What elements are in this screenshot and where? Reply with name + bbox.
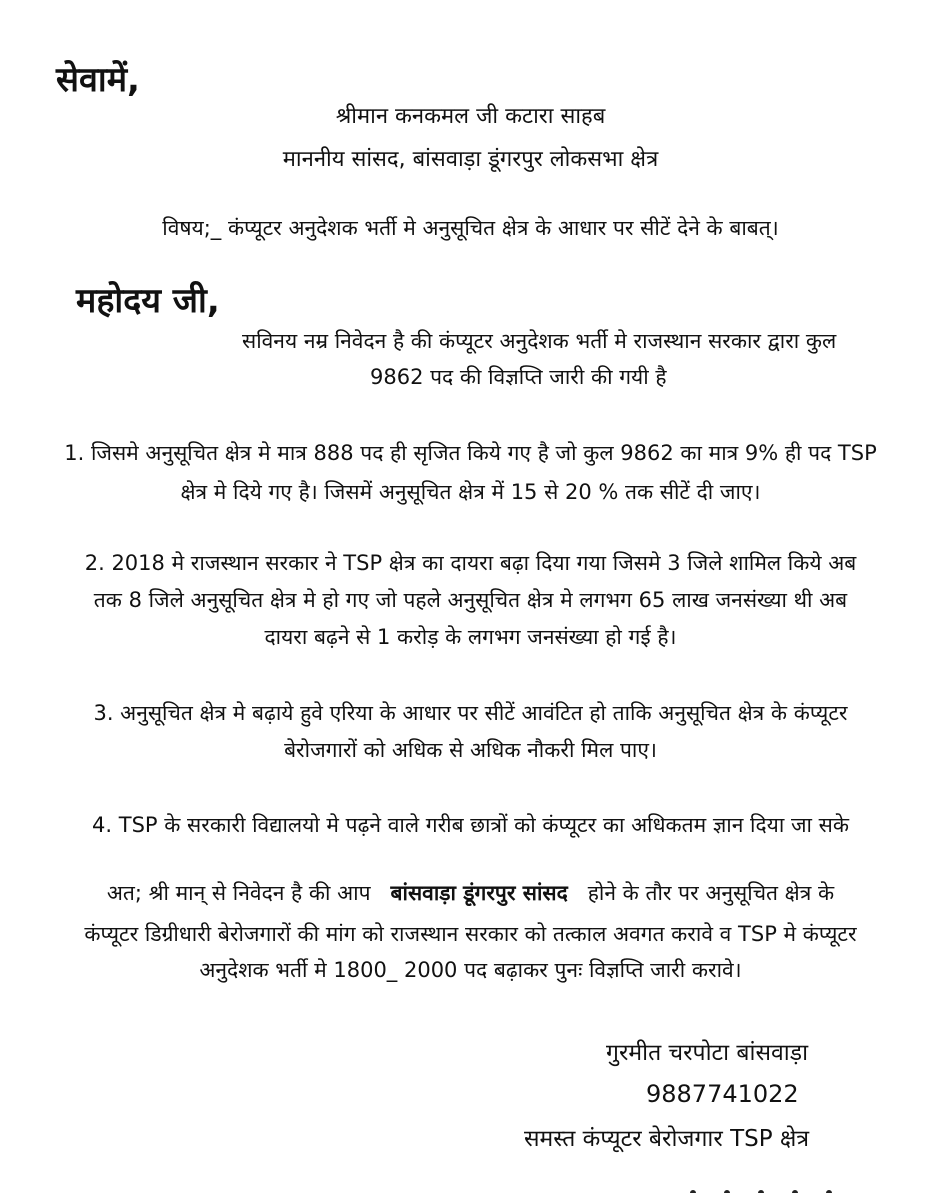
- point-line: 1. जिसमे अनुसूचित क्षेत्र मे मात्र 888 पद ही सृजित किये गए है जो कुल 9862 का मात्र 9% ही पद TSP: [64, 441, 877, 465]
- intro-line: सविनय नम्र निवेदन है की कंप्यूटर अनुदेशक भर्ती मे राजस्थान सरकार द्वारा कुल: [242, 329, 837, 353]
- point-line: 4. TSP के सरकारी विद्यालयो मे पढ़ने वाले गरीब छात्रों को कंप्यूटर का अधिकतम ज्ञान दिया जा सके: [92, 813, 849, 837]
- signature-group: समस्त कंप्यूटर बेरोजगार TSP क्षेत्र: [524, 1126, 810, 1152]
- closing-text: अत; श्री मान् से निवेदन है की आप: [106, 881, 371, 905]
- signature-name: गुरमीत चरपोटा बांसवाड़ा: [606, 1040, 809, 1066]
- closing-line: [0, 881, 941, 906]
- greeting: महोदय जी,: [76, 281, 220, 321]
- point-line: तक 8 जिले अनुसूचित क्षेत्र मे हो गए जो पहले अनुसूचित क्षेत्र मे लगभग 65 लाख जनसंख्या थी अब: [93, 588, 848, 612]
- signature-phone: 9887741022: [646, 1080, 799, 1108]
- point-line: क्षेत्र मे दिये गए है। जिसमें अनुसूचित क्षेत्र में 15 से 20 % तक सीटें दी जाए।: [180, 480, 761, 504]
- point-line: 2. 2018 मे राजस्थान सरकार ने TSP क्षेत्र का दायरा बढ़ा दिया गया जिसमे 3 जिले शामिल किये अब: [84, 551, 857, 575]
- closing-line: अनुदेशक भर्ती मे 1800_ 2000 पद बढ़ाकर पुनः विज्ञप्ति जारी करावे।: [199, 958, 742, 982]
- point-line: 3. अनुसूचित क्षेत्र मे बढ़ाये हुवे एरिया के आधार पर सीटें आवंटित हो ताकि अनुसूचित क्षेत्र के कंप्यूटर: [93, 701, 848, 725]
- salutation: सेवामें,: [56, 60, 140, 100]
- point-line: बेरोजगारों को अधिक से अधिक नौकरी मिल पाए।: [284, 738, 657, 762]
- closing-reference: बांसवाड़ा डूंगरपुर सांसद: [390, 881, 568, 905]
- intro-line: 9862 पद की विज्ञप्ति जारी की गयी है: [370, 365, 667, 389]
- closing-line: कंप्यूटर डिग्रीधारी बेरोजगारों की मांग को राजस्थान सरकार को तत्काल अवगत करावे व TSP मे कंप्यूटर: [84, 922, 857, 946]
- subject-line: विषय;_ कंप्यूटर अनुदेशक भर्ती मे अनुसूचित क्षेत्र के आधार पर सीटें देने के बाबत्।: [162, 216, 779, 240]
- point-line: दायरा बढ़ने से 1 करोड़ के लगभग जनसंख्या हो गई है।: [264, 625, 677, 649]
- cut-off-text-marks: [690, 1188, 890, 1200]
- closing-text: होने के तौर पर अनुसूचित क्षेत्र के: [587, 881, 835, 905]
- addressee-designation: माननीय सांसद, बांसवाड़ा डूंगरपुर लोकसभा क्षेत्र: [282, 147, 659, 172]
- addressee-name: श्रीमान कनकमल जी कटारा साहब: [335, 104, 606, 129]
